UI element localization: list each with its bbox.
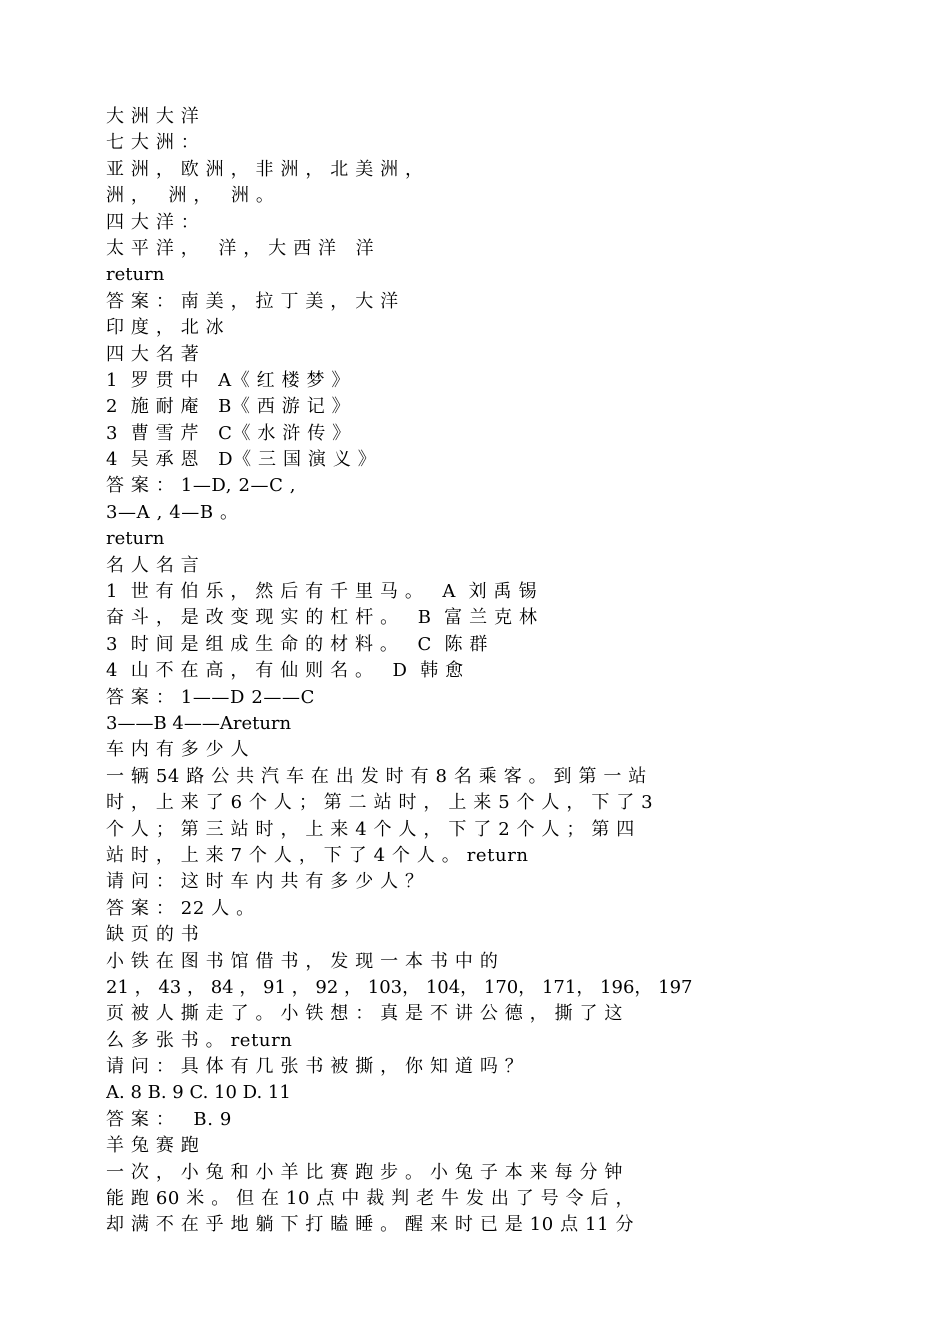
text-line: 2 施 耐 庵 B《 西 游 记 》 bbox=[106, 396, 351, 418]
answer-line: 3—A , 4—B 。 bbox=[106, 501, 239, 523]
answer-line: 3——B 4——Areturn bbox=[106, 712, 292, 734]
text-line: 奋 斗 ， 是 改 变 现 实 的 杠 杆 。 B 富 兰 克 林 bbox=[106, 607, 538, 629]
text-line: 能 跑 60 米 。 但 在 10 点 中 裁 判 老 牛 发 出 了 号 令 后 ， bbox=[106, 1188, 635, 1210]
text-line: 一 次 ， 小 兔 和 小 羊 比 赛 跑 步 。 小 兔 子 本 来 每 分 钟 bbox=[106, 1161, 624, 1183]
options-line: A. 8 B. 9 C. 10 D. 11 bbox=[106, 1082, 291, 1104]
document-body bbox=[106, 104, 842, 1239]
text-line: 21 ， 43 ， 84 ， 91 ， 92 ， 103， 104， 170， 171， 196， 197 bbox=[106, 976, 693, 998]
text-line: 1 世 有 伯 乐 ， 然 后 有 千 里 马 。 A 刘 禹 锡 bbox=[106, 581, 538, 603]
return-text: return bbox=[106, 264, 165, 286]
section-title-missing-pages: 缺 页 的 书 bbox=[106, 924, 200, 946]
text-line: 页 被 人 撕 走 了 。 小 铁 想 ： 真 是 不 讲 公 德 ， 撕 了 这 bbox=[106, 1003, 624, 1025]
answer-line: 答 案 ： 1—D, 2—C , bbox=[106, 475, 297, 497]
text-line: 4 吴 承 恩 D《 三 国 演 义 》 bbox=[106, 449, 377, 471]
text-line: 4 山 不 在 高 ， 有 仙 则 名 。 D 韩 愈 bbox=[106, 660, 464, 682]
text-line: 太 平 洋 ， 洋 ， 大 西 洋 洋 bbox=[106, 237, 375, 259]
text-line: 3 曹 雪 芹 C《 水 浒 传 》 bbox=[106, 422, 351, 444]
answer-line: 答 案 ： B. 9 bbox=[106, 1108, 232, 1130]
text-line: 3 时 间 是 组 成 生 命 的 材 料 。 C 陈 群 bbox=[106, 633, 489, 655]
text-line: 站 时 ， 上 来 7 个 人 ， 下 了 4 个 人 。 return bbox=[106, 844, 529, 866]
text-line: 七 大 洲 ： bbox=[106, 132, 200, 154]
section-title-classics: 四 大 名 著 bbox=[106, 343, 200, 365]
text-line: 小 铁 在 图 书 馆 借 书 ， 发 现 一 本 书 中 的 bbox=[106, 950, 499, 972]
question-line: 请 问 ： 这 时 车 内 共 有 多 少 人 ？ bbox=[106, 871, 424, 893]
text-line: 个 人 ； 第 三 站 时 ， 上 来 4 个 人 ， 下 了 2 个 人 ； 第 四 bbox=[106, 818, 635, 840]
question-line: 请 问 ： 具 体 有 几 张 书 被 撕 ， 你 知 道 吗 ？ bbox=[106, 1056, 524, 1078]
text-line: 一 辆 54 路 公 共 汽 车 在 出 发 时 有 8 名 乘 客 。 到 第 一 站 bbox=[106, 765, 647, 787]
section-title-continents: 大 洲 大 洋 bbox=[106, 106, 200, 127]
section-title-race: 羊 兔 赛 跑 bbox=[106, 1135, 200, 1157]
answer-line: 答 案 ： 22 人 。 bbox=[106, 897, 255, 919]
text-line: 亚 洲 ， 欧 洲 ， 非 洲 ， 北 美 洲 ， bbox=[106, 158, 424, 180]
section-title-bus: 车 内 有 多 少 人 bbox=[106, 739, 250, 761]
text-line: 时 ， 上 来 了 6 个 人 ； 第 二 站 时 ， 上 来 5 个 人 ， 下 了 3 bbox=[106, 792, 654, 814]
text-line: 1 罗 贯 中 A《 红 楼 梦 》 bbox=[106, 369, 350, 391]
answer-line: 印 度 ， 北 冰 bbox=[106, 317, 225, 339]
text-line: 四 大 洋 ： bbox=[106, 211, 200, 233]
text-line: 洲 ， 洲 ， 洲 。 bbox=[106, 185, 275, 207]
text-line: 却 满 不 在 乎 地 躺 下 打 瞌 睡 。 醒 来 时 已 是 10 点 11 分 bbox=[106, 1214, 635, 1236]
text-line: 么 多 张 书 。 return bbox=[106, 1029, 293, 1051]
answer-line: 答 案 ： 1——D 2——C bbox=[106, 686, 315, 708]
answer-line: 答 案 ： 南 美 ， 拉 丁 美 ， 大 洋 bbox=[106, 290, 399, 312]
return-text: return bbox=[106, 528, 165, 550]
section-title-quotes: 名 人 名 言 bbox=[106, 554, 200, 576]
